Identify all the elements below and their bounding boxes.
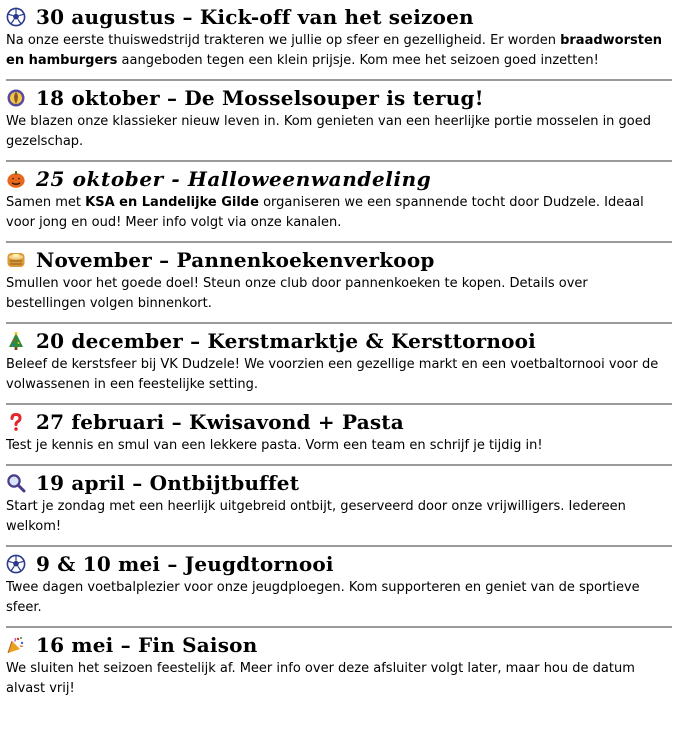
event-item [6,322,672,403]
event-description: Twee dagen voetbalplezier voor onze jeugdploegen. Kom supporteren en geniet van de sportieve sfeer. [6,580,640,615]
christmas-tree-icon [6,331,26,351]
event-title: November – Pannenkoekenverkoop [36,248,435,272]
event-description: Test je kennis en smul van een lekkere pasta. Vorm een team en schrijf je tijdig in! [6,438,543,453]
event-item [6,79,672,160]
event-title-row [6,4,672,30]
event-title: 18 oktober – De Mosselsouper is terug! [36,86,484,110]
event-item [6,403,672,464]
event-title: 9 & 10 mei – Jeugdtornooi [36,552,334,576]
soccer-ball-icon [6,554,26,574]
event-title-row [6,166,672,192]
event-description: Smullen voor het goede doel! Steun onze club door pannenkoeken te kopen. Details over bestellingen volgen binnenkort. [6,276,588,311]
event-item [6,0,672,79]
event-description: We blazen onze klassieker nieuw leven in. Kom genieten van een heerlijke portie mosselen in goed gezelschap. [6,114,652,149]
event-title: 25 oktober - Halloweenwandeling [36,167,432,191]
event-description: Samen met KSA en Landelijke Gilde organiseren we een spannende tocht door Dudzele. Ideaal voor jong en oud! Meer info volgt via onze kanalen. [6,195,644,230]
event-item [6,160,672,241]
magnifier-icon [6,473,26,493]
event-title-row [6,85,672,111]
event-title: 16 mei – Fin Saison [36,633,258,657]
party-popper-icon [6,635,26,655]
event-title: 19 april – Ontbijtbuffet [36,471,300,495]
event-description: We sluiten het seizoen feestelijk af. Meer info over deze afsluiter volgt later, maar hou de datum alvast vrij! [6,661,635,696]
event-title-row [6,328,672,354]
event-highlight: KSA en Landelijke Gilde [85,195,259,210]
event-title: 30 augustus – Kick-off van het seizoen [36,5,474,29]
event-title-row [6,632,672,658]
event-item [6,626,672,707]
event-item [6,464,672,545]
event-title-row [6,247,672,273]
event-title-row [6,409,672,435]
pancakes-icon [6,250,26,270]
event-item [6,241,672,322]
event-item [6,545,672,626]
event-title-row [6,470,672,496]
event-description: Beleef de kerstsfeer bij VK Dudzele! We voorzien een gezellige markt en een voetbaltornooi voor de volwassenen in een feestelijke setting. [6,357,659,392]
event-description: Start je zondag met een heerlijk uitgebreid ontbijt, geserveerd door onze vrijwilligers. Iedereen welkom! [6,499,626,534]
mussel-icon [6,88,26,108]
event-title-row [6,551,672,577]
event-highlight: braadworsten en hamburgers [6,33,663,68]
question-mark-icon [6,412,26,432]
soccer-ball-icon [6,7,26,27]
event-title: 27 februari – Kwisavond + Pasta [36,410,404,434]
event-description: Na onze eerste thuiswedstrijd trakteren we jullie op sfeer en gezelligheid. Er worden braadworsten en hamburgers aangeboden tegen een klein prijsje. Kom mee het seizoen goed inzetten! [6,33,663,68]
pumpkin-icon [6,169,26,189]
event-title: 20 december – Kerstmarktje & Kersttornooi [36,329,536,353]
events-list [6,0,672,707]
